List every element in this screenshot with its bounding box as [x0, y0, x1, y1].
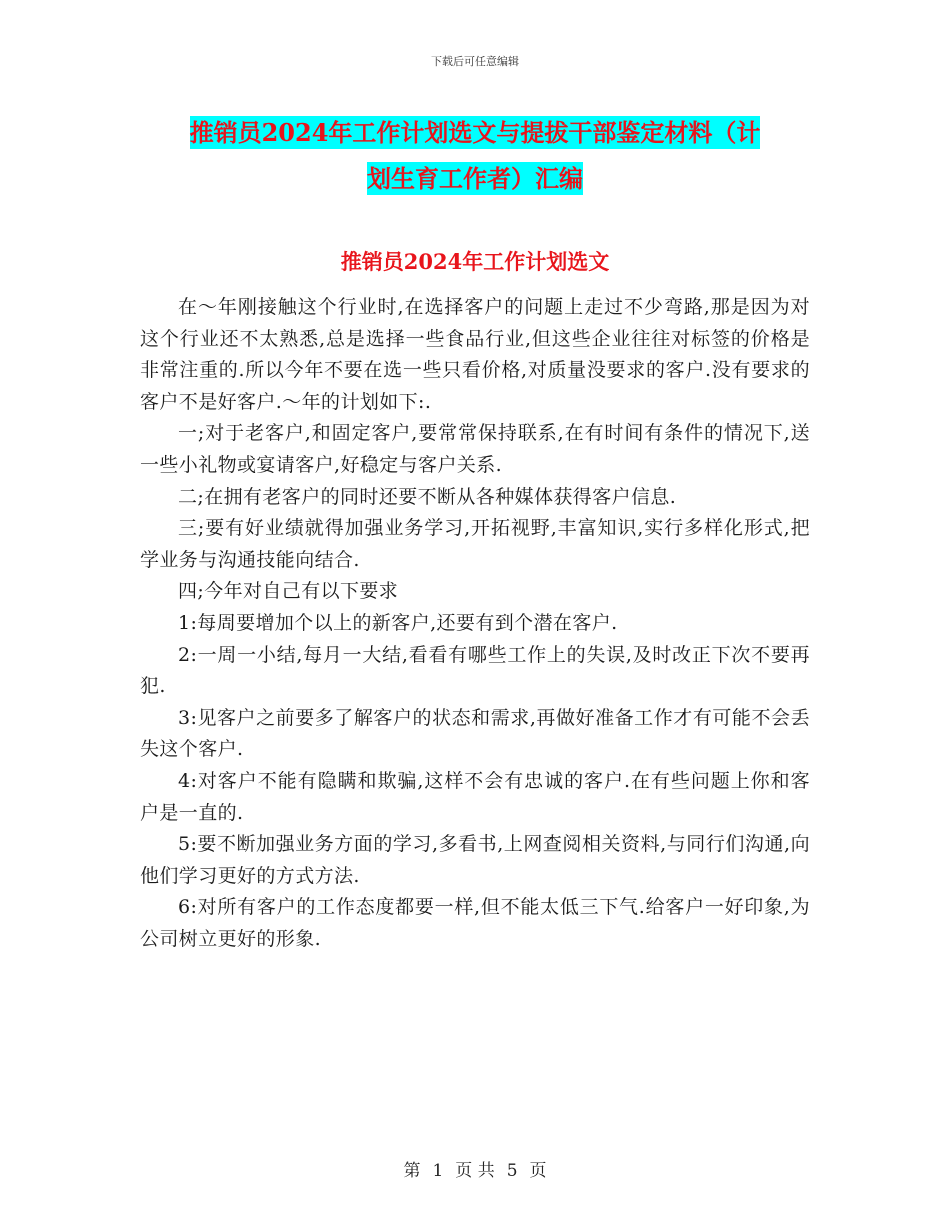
paragraph: 三;要有好业绩就得加强业务学习,开拓视野,丰富知识,实行多样化形式,把学业务与沟通技能向结合. — [140, 517, 810, 571]
paragraph: 1:每周要增加个以上的新客户,还要有到个潜在客户. — [178, 611, 618, 634]
document-body — [140, 292, 810, 955]
paragraph: 6:对所有客户的工作态度都要一样,但不能太低三下气.给客户一好印象,为公司树立更好的形象. — [140, 896, 810, 950]
footer-suffix: 页 — [529, 1161, 547, 1181]
document-title-line-1: 推销员2024年工作计划选文与提拔干部鉴定材料（计 — [189, 118, 761, 147]
paragraph: 四;今年对自己有以下要求 — [178, 580, 399, 603]
paragraph: 二;在拥有老客户的同时还要不断从各种媒体获得客户信息. — [178, 485, 677, 508]
footer-prefix: 第 — [403, 1161, 421, 1181]
paragraph: 4:对客户不能有隐瞒和欺骗,这样不会有忠诚的客户.在有些问题上你和客户是一直的. — [140, 769, 810, 824]
paragraph: 一;对于老客户,和固定客户,要常常保持联系,在有时间有条件的情况下,送一些小礼物或宴请客户,好稳定与客户关系. — [140, 422, 810, 476]
paragraph: 3:见客户之前要多了解客户的状态和需求,再做好准备工作才有可能不会丢失这个客户. — [140, 706, 810, 761]
footer-page-number: 1 — [432, 1161, 444, 1181]
footer-total-pages: 5 — [506, 1161, 518, 1181]
paragraph: 在～年刚接触这个行业时,在选择客户的问题上走过不少弯路,那是因为对这个行业还不太熟悉,总是选择一些食品行业,但这些企业往往对标签的价格是非常注重的.所以今年不要在选一些只看价格,对质量没要求的客户.没有要求的客户不是好客户.～年的计划如下:. — [140, 296, 810, 413]
footer-middle: 页 共 — [455, 1161, 495, 1181]
page-header-note: 下载后可任意编辑 — [431, 55, 519, 68]
paragraph: 5:要不断加强业务方面的学习,多看书,上网查阅相关资料,与同行们沟通,向他们学习更好的方式方法. — [140, 833, 810, 887]
document-title-line-2: 划生育工作者）汇编 — [367, 164, 583, 193]
section-title: 推销员2024年工作计划选文 — [340, 249, 610, 274]
paragraph: 2:一周一小结,每月一大结,看看有哪些工作上的失误,及时改正下次不要再犯. — [140, 643, 810, 698]
page-footer — [0, 1156, 950, 1181]
document-title — [140, 110, 810, 202]
